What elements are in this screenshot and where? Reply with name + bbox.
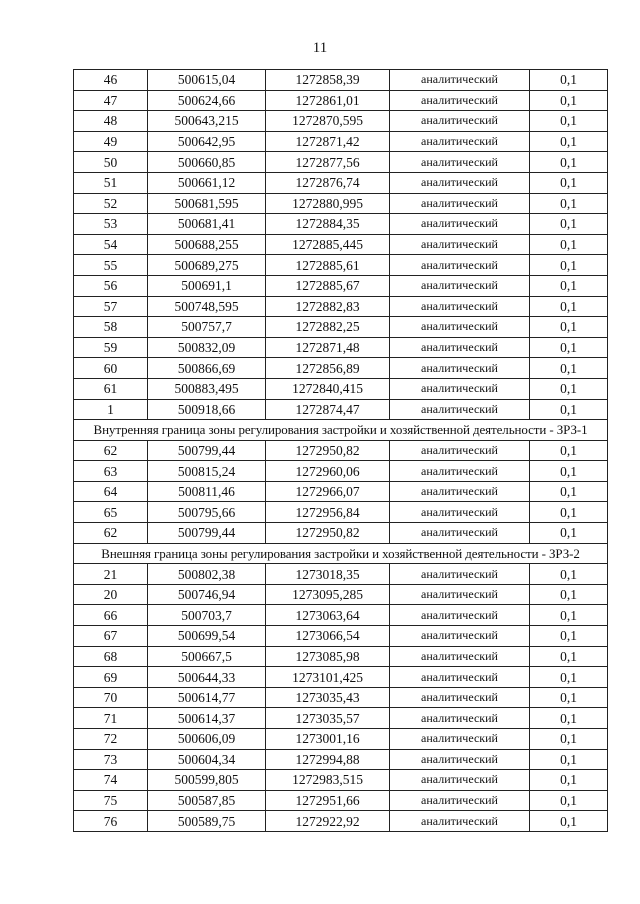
method-cell: аналитический bbox=[390, 193, 530, 214]
method-cell: аналитический bbox=[390, 214, 530, 235]
point-number-cell: 51 bbox=[74, 172, 148, 193]
x-coordinate-cell: 500799,44 bbox=[148, 523, 266, 544]
x-coordinate-cell: 500746,94 bbox=[148, 584, 266, 605]
y-coordinate-cell: 1272951,66 bbox=[266, 790, 390, 811]
y-coordinate-cell: 1273101,425 bbox=[266, 667, 390, 688]
table-row bbox=[74, 708, 608, 729]
point-number-cell: 75 bbox=[74, 790, 148, 811]
point-number-cell: 65 bbox=[74, 502, 148, 523]
method-cell: аналитический bbox=[390, 626, 530, 647]
accuracy-cell: 0,1 bbox=[530, 626, 608, 647]
y-coordinate-cell: 1272856,89 bbox=[266, 358, 390, 379]
accuracy-cell: 0,1 bbox=[530, 646, 608, 667]
accuracy-cell: 0,1 bbox=[530, 234, 608, 255]
table-row bbox=[74, 193, 608, 214]
point-number-cell: 54 bbox=[74, 234, 148, 255]
method-cell: аналитический bbox=[390, 399, 530, 420]
accuracy-cell: 0,1 bbox=[530, 708, 608, 729]
point-number-cell: 20 bbox=[74, 584, 148, 605]
accuracy-cell: 0,1 bbox=[530, 584, 608, 605]
method-cell: аналитический bbox=[390, 605, 530, 626]
accuracy-cell: 0,1 bbox=[530, 729, 608, 750]
x-coordinate-cell: 500699,54 bbox=[148, 626, 266, 647]
y-coordinate-cell: 1272874,47 bbox=[266, 399, 390, 420]
point-number-cell: 46 bbox=[74, 70, 148, 91]
accuracy-cell: 0,1 bbox=[530, 255, 608, 276]
method-cell: аналитический bbox=[390, 523, 530, 544]
table-row bbox=[74, 605, 608, 626]
method-cell: аналитический bbox=[390, 275, 530, 296]
point-number-cell: 63 bbox=[74, 461, 148, 482]
y-coordinate-cell: 1272870,595 bbox=[266, 111, 390, 132]
method-cell: аналитический bbox=[390, 378, 530, 399]
accuracy-cell: 0,1 bbox=[530, 564, 608, 585]
table-row bbox=[74, 337, 608, 358]
y-coordinate-cell: 1272882,83 bbox=[266, 296, 390, 317]
point-number-cell: 74 bbox=[74, 770, 148, 791]
method-cell: аналитический bbox=[390, 502, 530, 523]
accuracy-cell: 0,1 bbox=[530, 440, 608, 461]
x-coordinate-cell: 500614,77 bbox=[148, 687, 266, 708]
method-cell: аналитический bbox=[390, 90, 530, 111]
section-heading-row bbox=[74, 420, 608, 441]
y-coordinate-cell: 1272994,88 bbox=[266, 749, 390, 770]
accuracy-cell: 0,1 bbox=[530, 70, 608, 91]
point-number-cell: 62 bbox=[74, 523, 148, 544]
method-cell: аналитический bbox=[390, 584, 530, 605]
table-row bbox=[74, 255, 608, 276]
point-number-cell: 56 bbox=[74, 275, 148, 296]
point-number-cell: 47 bbox=[74, 90, 148, 111]
method-cell: аналитический bbox=[390, 296, 530, 317]
method-cell: аналитический bbox=[390, 749, 530, 770]
x-coordinate-cell: 500644,33 bbox=[148, 667, 266, 688]
x-coordinate-cell: 500703,7 bbox=[148, 605, 266, 626]
table-row bbox=[74, 214, 608, 235]
x-coordinate-cell: 500606,09 bbox=[148, 729, 266, 750]
x-coordinate-cell: 500802,38 bbox=[148, 564, 266, 585]
x-coordinate-cell: 500587,85 bbox=[148, 790, 266, 811]
table-row bbox=[74, 152, 608, 173]
x-coordinate-cell: 500599,805 bbox=[148, 770, 266, 791]
table-row bbox=[74, 770, 608, 791]
table-row bbox=[74, 481, 608, 502]
y-coordinate-cell: 1272983,515 bbox=[266, 770, 390, 791]
point-number-cell: 59 bbox=[74, 337, 148, 358]
table-row bbox=[74, 584, 608, 605]
x-coordinate-cell: 500614,37 bbox=[148, 708, 266, 729]
table-row bbox=[74, 687, 608, 708]
y-coordinate-cell: 1272885,61 bbox=[266, 255, 390, 276]
method-cell: аналитический bbox=[390, 358, 530, 379]
y-coordinate-cell: 1273085,98 bbox=[266, 646, 390, 667]
method-cell: аналитический bbox=[390, 131, 530, 152]
y-coordinate-cell: 1272840,415 bbox=[266, 378, 390, 399]
accuracy-cell: 0,1 bbox=[530, 152, 608, 173]
accuracy-cell: 0,1 bbox=[530, 502, 608, 523]
table-row bbox=[74, 564, 608, 585]
y-coordinate-cell: 1273001,16 bbox=[266, 729, 390, 750]
method-cell: аналитический bbox=[390, 790, 530, 811]
accuracy-cell: 0,1 bbox=[530, 811, 608, 832]
accuracy-cell: 0,1 bbox=[530, 296, 608, 317]
accuracy-cell: 0,1 bbox=[530, 399, 608, 420]
point-number-cell: 71 bbox=[74, 708, 148, 729]
section-heading: Внутренняя граница зоны регулирования застройки и хозяйственной деятельности - ЗРЗ-1 bbox=[74, 420, 608, 441]
x-coordinate-cell: 500799,44 bbox=[148, 440, 266, 461]
section-heading: Внешняя граница зоны регулирования застройки и хозяйственной деятельности - ЗРЗ-2 bbox=[74, 543, 608, 564]
x-coordinate-cell: 500688,255 bbox=[148, 234, 266, 255]
x-coordinate-cell: 500624,66 bbox=[148, 90, 266, 111]
x-coordinate-cell: 500815,24 bbox=[148, 461, 266, 482]
x-coordinate-cell: 500681,595 bbox=[148, 193, 266, 214]
y-coordinate-cell: 1272885,67 bbox=[266, 275, 390, 296]
table-row bbox=[74, 172, 608, 193]
table-row bbox=[74, 70, 608, 91]
accuracy-cell: 0,1 bbox=[530, 214, 608, 235]
accuracy-cell: 0,1 bbox=[530, 687, 608, 708]
table-row bbox=[74, 296, 608, 317]
method-cell: аналитический bbox=[390, 255, 530, 276]
method-cell: аналитический bbox=[390, 440, 530, 461]
method-cell: аналитический bbox=[390, 111, 530, 132]
point-number-cell: 70 bbox=[74, 687, 148, 708]
x-coordinate-cell: 500660,85 bbox=[148, 152, 266, 173]
point-number-cell: 69 bbox=[74, 667, 148, 688]
point-number-cell: 61 bbox=[74, 378, 148, 399]
accuracy-cell: 0,1 bbox=[530, 667, 608, 688]
x-coordinate-cell: 500757,7 bbox=[148, 317, 266, 338]
point-number-cell: 67 bbox=[74, 626, 148, 647]
y-coordinate-cell: 1273066,54 bbox=[266, 626, 390, 647]
point-number-cell: 50 bbox=[74, 152, 148, 173]
point-number-cell: 48 bbox=[74, 111, 148, 132]
accuracy-cell: 0,1 bbox=[530, 790, 608, 811]
point-number-cell: 62 bbox=[74, 440, 148, 461]
point-number-cell: 1 bbox=[74, 399, 148, 420]
point-number-cell: 60 bbox=[74, 358, 148, 379]
x-coordinate-cell: 500615,04 bbox=[148, 70, 266, 91]
table-row bbox=[74, 646, 608, 667]
table-row bbox=[74, 317, 608, 338]
y-coordinate-cell: 1272922,92 bbox=[266, 811, 390, 832]
point-number-cell: 73 bbox=[74, 749, 148, 770]
x-coordinate-cell: 500748,595 bbox=[148, 296, 266, 317]
x-coordinate-cell: 500832,09 bbox=[148, 337, 266, 358]
table-row bbox=[74, 234, 608, 255]
x-coordinate-cell: 500604,34 bbox=[148, 749, 266, 770]
point-number-cell: 52 bbox=[74, 193, 148, 214]
method-cell: аналитический bbox=[390, 337, 530, 358]
accuracy-cell: 0,1 bbox=[530, 749, 608, 770]
accuracy-cell: 0,1 bbox=[530, 317, 608, 338]
table-row bbox=[74, 111, 608, 132]
accuracy-cell: 0,1 bbox=[530, 111, 608, 132]
accuracy-cell: 0,1 bbox=[530, 275, 608, 296]
table-row bbox=[74, 626, 608, 647]
method-cell: аналитический bbox=[390, 564, 530, 585]
method-cell: аналитический bbox=[390, 461, 530, 482]
method-cell: аналитический bbox=[390, 317, 530, 338]
page-number: 11 bbox=[312, 40, 328, 56]
point-number-cell: 76 bbox=[74, 811, 148, 832]
y-coordinate-cell: 1273063,64 bbox=[266, 605, 390, 626]
y-coordinate-cell: 1272960,06 bbox=[266, 461, 390, 482]
y-coordinate-cell: 1272877,56 bbox=[266, 152, 390, 173]
x-coordinate-cell: 500643,215 bbox=[148, 111, 266, 132]
table-row bbox=[74, 811, 608, 832]
accuracy-cell: 0,1 bbox=[530, 523, 608, 544]
table-row bbox=[74, 131, 608, 152]
method-cell: аналитический bbox=[390, 667, 530, 688]
y-coordinate-cell: 1273035,43 bbox=[266, 687, 390, 708]
point-number-cell: 57 bbox=[74, 296, 148, 317]
point-number-cell: 21 bbox=[74, 564, 148, 585]
table-row bbox=[74, 399, 608, 420]
accuracy-cell: 0,1 bbox=[530, 481, 608, 502]
method-cell: аналитический bbox=[390, 770, 530, 791]
x-coordinate-cell: 500689,275 bbox=[148, 255, 266, 276]
point-number-cell: 64 bbox=[74, 481, 148, 502]
y-coordinate-cell: 1273035,57 bbox=[266, 708, 390, 729]
section-heading-row bbox=[74, 543, 608, 564]
accuracy-cell: 0,1 bbox=[530, 337, 608, 358]
x-coordinate-cell: 500681,41 bbox=[148, 214, 266, 235]
x-coordinate-cell: 500795,66 bbox=[148, 502, 266, 523]
method-cell: аналитический bbox=[390, 708, 530, 729]
accuracy-cell: 0,1 bbox=[530, 172, 608, 193]
y-coordinate-cell: 1272871,48 bbox=[266, 337, 390, 358]
accuracy-cell: 0,1 bbox=[530, 378, 608, 399]
y-coordinate-cell: 1272858,39 bbox=[266, 70, 390, 91]
point-number-cell: 55 bbox=[74, 255, 148, 276]
y-coordinate-cell: 1272876,74 bbox=[266, 172, 390, 193]
y-coordinate-cell: 1272880,995 bbox=[266, 193, 390, 214]
coordinates-table bbox=[73, 69, 608, 832]
coordinates-table-body bbox=[74, 70, 608, 832]
table-row bbox=[74, 523, 608, 544]
point-number-cell: 72 bbox=[74, 729, 148, 750]
method-cell: аналитический bbox=[390, 481, 530, 502]
x-coordinate-cell: 500589,75 bbox=[148, 811, 266, 832]
y-coordinate-cell: 1273018,35 bbox=[266, 564, 390, 585]
method-cell: аналитический bbox=[390, 646, 530, 667]
method-cell: аналитический bbox=[390, 687, 530, 708]
y-coordinate-cell: 1272956,84 bbox=[266, 502, 390, 523]
table-row bbox=[74, 749, 608, 770]
method-cell: аналитический bbox=[390, 70, 530, 91]
x-coordinate-cell: 500866,69 bbox=[148, 358, 266, 379]
point-number-cell: 68 bbox=[74, 646, 148, 667]
method-cell: аналитический bbox=[390, 811, 530, 832]
y-coordinate-cell: 1272861,01 bbox=[266, 90, 390, 111]
y-coordinate-cell: 1273095,285 bbox=[266, 584, 390, 605]
method-cell: аналитический bbox=[390, 152, 530, 173]
point-number-cell: 66 bbox=[74, 605, 148, 626]
x-coordinate-cell: 500642,95 bbox=[148, 131, 266, 152]
accuracy-cell: 0,1 bbox=[530, 461, 608, 482]
y-coordinate-cell: 1272885,445 bbox=[266, 234, 390, 255]
point-number-cell: 53 bbox=[74, 214, 148, 235]
table-row bbox=[74, 502, 608, 523]
y-coordinate-cell: 1272884,35 bbox=[266, 214, 390, 235]
x-coordinate-cell: 500811,46 bbox=[148, 481, 266, 502]
table-row bbox=[74, 358, 608, 379]
x-coordinate-cell: 500661,12 bbox=[148, 172, 266, 193]
point-number-cell: 49 bbox=[74, 131, 148, 152]
y-coordinate-cell: 1272950,82 bbox=[266, 440, 390, 461]
point-number-cell: 58 bbox=[74, 317, 148, 338]
accuracy-cell: 0,1 bbox=[530, 193, 608, 214]
accuracy-cell: 0,1 bbox=[530, 358, 608, 379]
method-cell: аналитический bbox=[390, 729, 530, 750]
y-coordinate-cell: 1272882,25 bbox=[266, 317, 390, 338]
accuracy-cell: 0,1 bbox=[530, 90, 608, 111]
accuracy-cell: 0,1 bbox=[530, 131, 608, 152]
table-row bbox=[74, 440, 608, 461]
x-coordinate-cell: 500667,5 bbox=[148, 646, 266, 667]
table-row bbox=[74, 275, 608, 296]
y-coordinate-cell: 1272966,07 bbox=[266, 481, 390, 502]
accuracy-cell: 0,1 bbox=[530, 770, 608, 791]
x-coordinate-cell: 500691,1 bbox=[148, 275, 266, 296]
table-row bbox=[74, 667, 608, 688]
table-row bbox=[74, 90, 608, 111]
table-row bbox=[74, 378, 608, 399]
accuracy-cell: 0,1 bbox=[530, 605, 608, 626]
method-cell: аналитический bbox=[390, 234, 530, 255]
y-coordinate-cell: 1272871,42 bbox=[266, 131, 390, 152]
x-coordinate-cell: 500883,495 bbox=[148, 378, 266, 399]
table-row bbox=[74, 790, 608, 811]
y-coordinate-cell: 1272950,82 bbox=[266, 523, 390, 544]
table-row bbox=[74, 461, 608, 482]
table-row bbox=[74, 729, 608, 750]
x-coordinate-cell: 500918,66 bbox=[148, 399, 266, 420]
method-cell: аналитический bbox=[390, 172, 530, 193]
